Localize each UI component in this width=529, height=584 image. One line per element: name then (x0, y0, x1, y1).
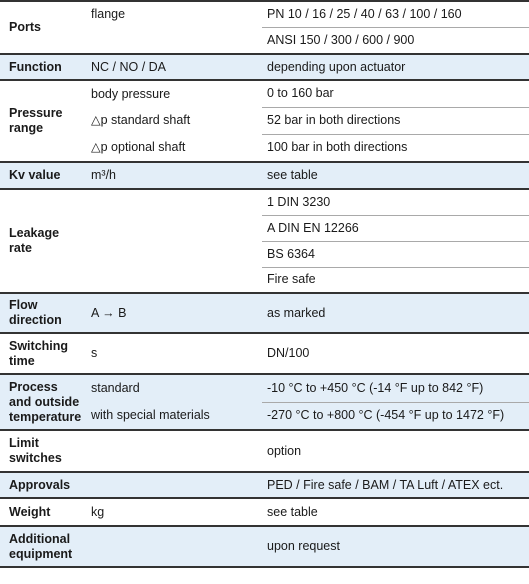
row-value: as marked (262, 293, 529, 333)
row-name (86, 267, 262, 293)
row-value: 0 to 160 bar (262, 80, 529, 107)
section-label: Approvals (0, 472, 86, 498)
row-value: see table (262, 498, 529, 526)
row-value: -10 °C to +450 °C (-14 °F up to 842 °F) (262, 374, 529, 402)
row-value: see table (262, 162, 529, 189)
table-row (0, 162, 529, 189)
row-name: flange (86, 1, 262, 27)
row-name (86, 472, 262, 498)
table-row (0, 80, 529, 107)
row-value: Fire safe (262, 267, 529, 293)
row-name: body pressure (86, 80, 262, 107)
row-value: 1 DIN 3230 (262, 189, 529, 215)
row-value: depending upon actuator (262, 54, 529, 80)
section-label: Pressure range (0, 80, 86, 162)
table-row (0, 430, 529, 472)
section-label: Weight (0, 498, 86, 526)
row-name: standard (86, 374, 262, 402)
row-name: NC / NO / DA (86, 54, 262, 80)
row-value: ANSI 150 / 300 / 600 / 900 (262, 27, 529, 54)
row-value: upon request (262, 526, 529, 567)
row-value: BS 6364 (262, 241, 529, 267)
section-label: Kv value (0, 162, 86, 189)
table-row (0, 189, 529, 215)
row-value: PN 10 / 16 / 25 / 40 / 63 / 100 / 160 (262, 1, 529, 27)
section-label: Limit switches (0, 430, 86, 472)
row-name: △p optional shaft (91, 140, 186, 154)
section-label: Function (0, 54, 86, 80)
row-name (86, 430, 262, 472)
table-row (0, 54, 529, 80)
table-row (0, 498, 529, 526)
row-name: A → B (86, 293, 262, 333)
row-name: with special materials (86, 402, 262, 430)
row-value: option (262, 430, 529, 472)
table-row (0, 374, 529, 402)
table-row (0, 333, 529, 374)
section-label: Additional equipment (0, 526, 86, 567)
row-name (86, 189, 262, 215)
table-row (0, 293, 529, 333)
row-value: -270 °C to +800 °C (-454 °F up to 1472 °F) (262, 402, 529, 430)
section-label: Ports (0, 1, 86, 54)
row-value: DN/100 (262, 333, 529, 374)
row-name (86, 526, 262, 567)
table-row (0, 1, 529, 27)
section-label: Process and outside temperature (0, 374, 86, 430)
row-name: s (86, 333, 262, 374)
spec-table-body (0, 1, 529, 567)
row-name: △p standard shaft (91, 113, 191, 127)
row-value: 100 bar in both directions (262, 134, 529, 162)
table-row (0, 526, 529, 567)
row-name: kg (86, 498, 262, 526)
row-name (86, 215, 262, 241)
section-label: Flow direction (0, 293, 86, 333)
section-label: Switching time (0, 333, 86, 374)
row-name: m³/h (86, 162, 262, 189)
row-name (86, 241, 262, 267)
row-name (86, 27, 262, 54)
row-value: A DIN EN 12266 (262, 215, 529, 241)
row-value: PED / Fire safe / BAM / TA Luft / ATEX ect. (262, 472, 529, 498)
row-value: 52 bar in both directions (262, 107, 529, 134)
section-label: Leakage rate (0, 189, 86, 293)
table-row (0, 472, 529, 498)
